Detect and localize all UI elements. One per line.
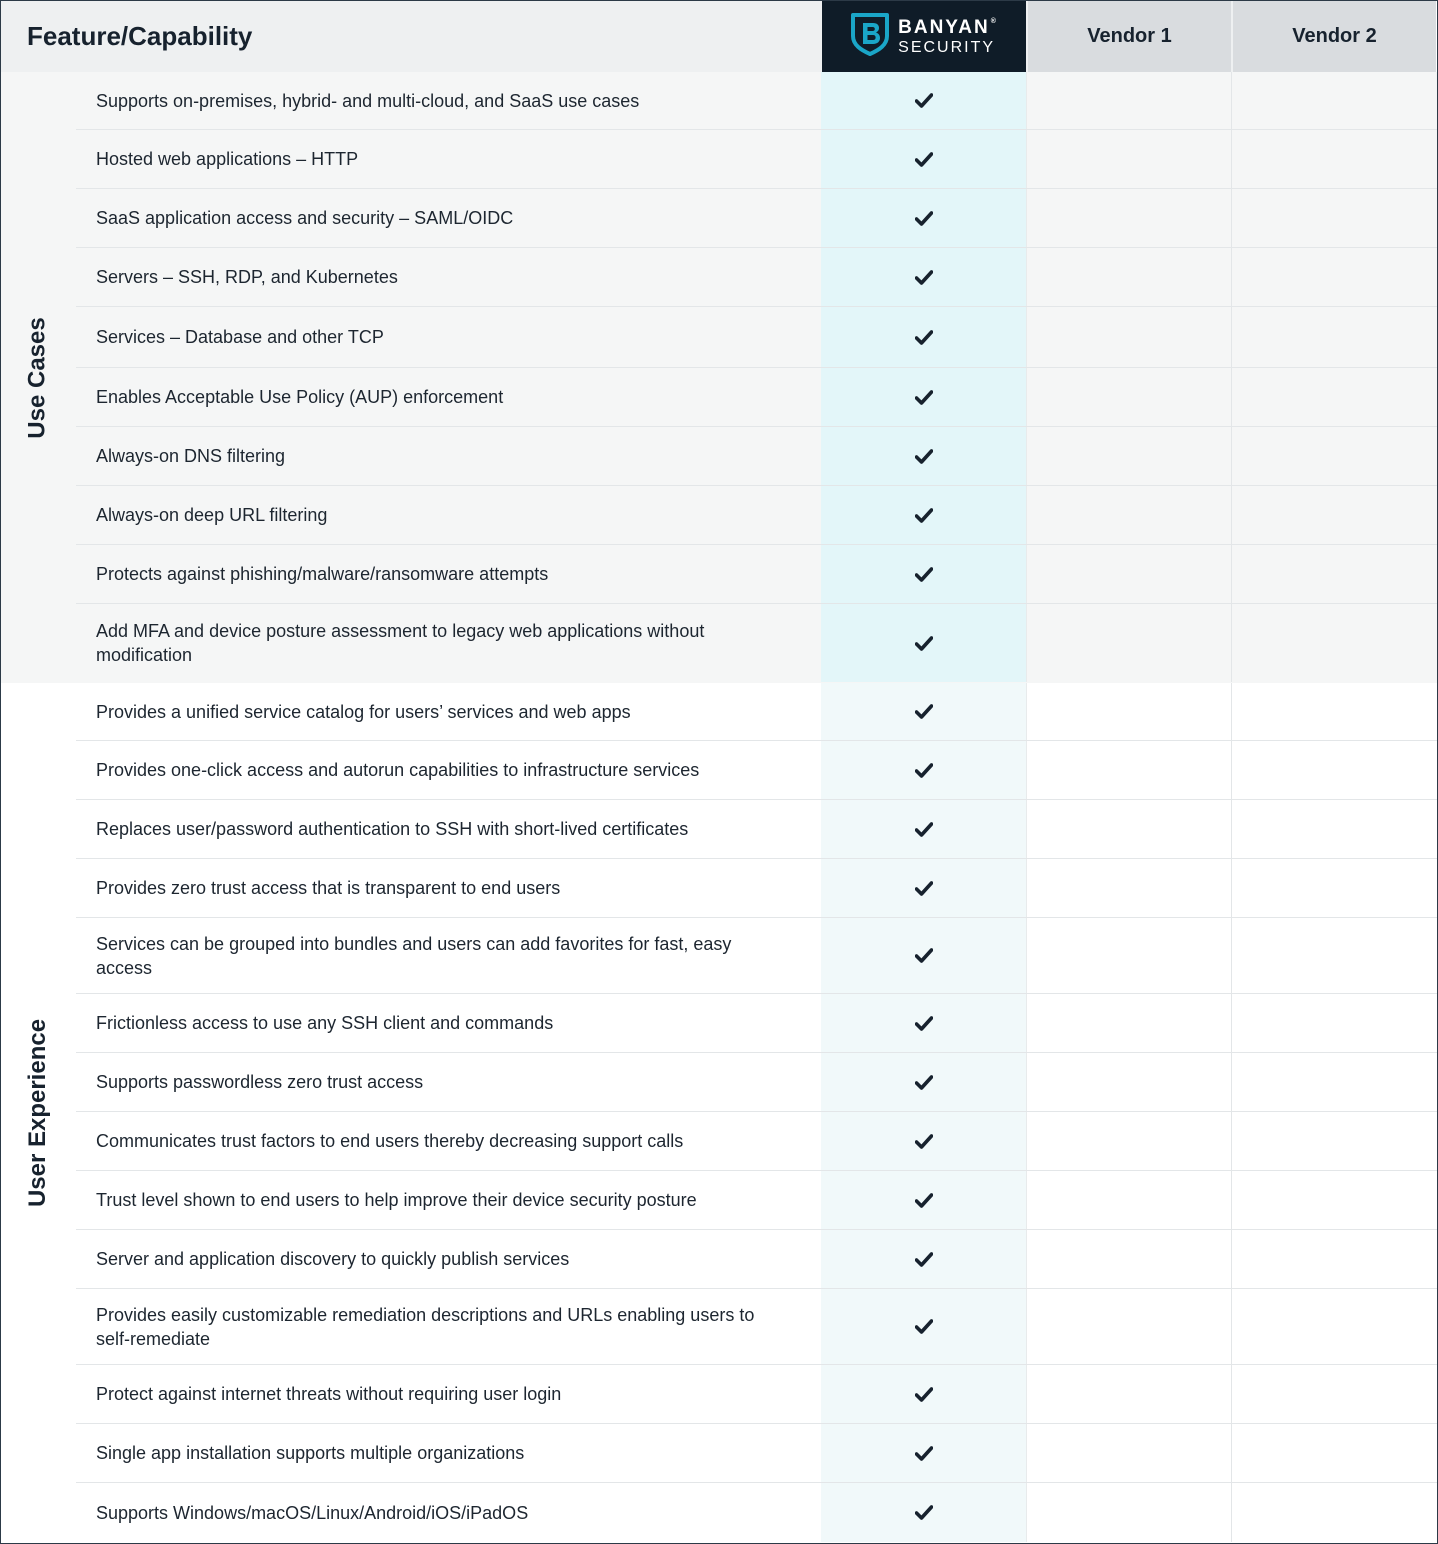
table-row [76,1424,1437,1483]
banyan-cell [821,1424,1026,1482]
banyan-cell [821,1365,1026,1423]
feature-cell: Servers – SSH, RDP, and Kubernetes [96,267,398,287]
table-row [76,1365,1437,1424]
vendor2-cell [1231,130,1436,188]
table-row [76,604,1437,682]
checkmark-icon [915,1134,933,1149]
vendor1-cell [1026,368,1231,426]
feature-cell: Single app installation supports multiple organizations [96,1443,525,1463]
table-row [76,1171,1437,1230]
vendor1-cell [1026,800,1231,858]
checkmark-icon [915,881,933,896]
vendor1-cell [1026,545,1231,603]
feature-cell: Server and application discovery to quickly publish services [96,1249,570,1269]
banyan-cell [821,1230,1026,1288]
feature-cell: Trust level shown to end users to help improve their device security posture [96,1190,697,1210]
checkmark-icon [915,948,933,963]
banyan-cell [821,545,1026,603]
vendor2-cell [1231,368,1436,426]
feature-cell: Add MFA and device posture assessment to legacy web applications without modification [96,621,705,665]
feature-cell: Supports Windows/macOS/Linux/Android/iOS/iPadOS [96,1502,529,1523]
banyan-cell [821,248,1026,306]
feature-cell: Hosted web applications – HTTP [96,149,359,169]
banyan-cell [821,368,1026,426]
vendor2-cell [1231,1112,1436,1170]
vendor1-cell [1026,604,1231,682]
vendor1-cell [1026,683,1231,740]
vendor2-cell [1231,189,1436,247]
vendor1-cell [1026,427,1231,485]
feature-cell: Frictionless access to use any SSH client and commands [96,1013,554,1033]
banyan-cell [821,994,1026,1052]
table-row [76,994,1437,1053]
banyan-cell [821,918,1026,993]
section-rows [76,72,1437,682]
banyan-cell [821,427,1026,485]
vendor1-cell [1026,1424,1231,1482]
feature-column-header: Feature/Capability [1,1,822,72]
table-row [76,307,1437,368]
checkmark-icon [915,152,933,167]
checkmark-icon [915,1193,933,1208]
vendor1-cell [1026,72,1231,129]
vendor2-cell [1231,800,1436,858]
feature-cell: Replaces user/password authentication to SSH with short-lived certificates [96,819,689,839]
checkmark-icon [915,704,933,719]
vendor2-cell [1231,994,1436,1052]
table-row [76,859,1437,918]
banyan-cell [821,1289,1026,1364]
vendor2-cell [1231,1230,1436,1288]
banyan-cell [821,683,1026,740]
vendor1-cell [1026,859,1231,917]
checkmark-icon [915,93,933,108]
checkmark-icon [915,822,933,837]
feature-cell: Communicates trust factors to end users thereby decreasing support calls [96,1131,684,1151]
section-use-cases [1,72,1437,683]
table-row [76,545,1437,604]
feature-cell: SaaS application access and security – SAML/OIDC [96,208,514,228]
feature-cell: Enables Acceptable Use Policy (AUP) enforcement [96,387,504,407]
vendor2-cell [1231,72,1436,129]
checkmark-icon [915,1505,933,1520]
section-label: User Experience [24,1018,52,1208]
checkmark-icon [915,449,933,464]
checkmark-icon [915,1387,933,1402]
banyan-logo [850,12,998,61]
vendor2-cell [1231,918,1436,993]
vendor1-cell [1026,189,1231,247]
vendor2-cell [1231,1171,1436,1229]
vendor1-cell [1026,994,1231,1052]
vendor2-cell [1231,741,1436,799]
checkmark-icon [915,763,933,778]
vendor1-cell [1026,741,1231,799]
table-row [76,248,1437,307]
checkmark-icon [915,330,933,345]
feature-cell: Services can be grouped into bundles and users can add favorites for fast, easy access [96,933,732,978]
vendor1-cell [1026,1289,1231,1364]
table-row [76,683,1437,741]
vendor2-cell [1231,545,1436,603]
logo-name: BANYAN [898,16,990,38]
table-row [76,1053,1437,1112]
vendor1-column-header: Vendor 1 [1026,1,1231,72]
feature-cell: Supports passwordless zero trust access [96,1072,424,1092]
section-user-experience [1,683,1437,1543]
feature-cell: Provides easily customizable remediation descriptions and URLs enabling users to self-remediate [96,1304,755,1349]
banyan-cell [821,1053,1026,1111]
banyan-column-header [822,1,1026,72]
banyan-cell [821,307,1026,367]
vendor1-cell [1026,1230,1231,1288]
vendor1-cell [1026,918,1231,993]
banyan-cell [821,741,1026,799]
checkmark-icon [915,270,933,285]
table-row [76,130,1437,189]
vendor2-cell [1231,1365,1436,1423]
vendor1-cell [1026,1112,1231,1170]
table-row [76,1230,1437,1289]
vendor1-cell [1026,1483,1231,1542]
logo-subtitle: SECURITY [898,38,996,56]
checkmark-icon [915,1319,933,1334]
banyan-shield-b-icon [850,12,890,61]
vendor2-cell [1231,427,1436,485]
checkmark-icon [915,1075,933,1090]
banyan-cell [821,486,1026,544]
vendor1-cell [1026,1171,1231,1229]
vendor2-cell [1231,248,1436,306]
banyan-cell [821,130,1026,188]
checkmark-icon [915,567,933,582]
feature-cell: Always-on deep URL filtering [96,505,328,525]
banyan-cell [821,1483,1026,1542]
vendor2-cell [1231,859,1436,917]
table-row [76,1289,1437,1365]
vendor2-cell [1231,1424,1436,1482]
feature-cell: Provides zero trust access that is transparent to end users [96,878,561,898]
table-row [76,741,1437,800]
vendor2-cell [1231,486,1436,544]
checkmark-icon [915,211,933,226]
vendor1-cell [1026,486,1231,544]
banyan-cell [821,800,1026,858]
feature-cell: Always-on DNS filtering [96,446,286,466]
table-row [76,800,1437,859]
vendor1-cell [1026,307,1231,367]
vendor2-cell [1231,1053,1436,1111]
header-row [1,1,1437,72]
banyan-cell [821,1171,1026,1229]
feature-cell: Protect against internet threats without requiring user login [96,1384,562,1404]
table-row [76,368,1437,427]
vendor2-cell [1231,307,1436,367]
table-row [76,1483,1437,1542]
vendor1-cell [1026,130,1231,188]
vendor2-cell [1231,1483,1436,1542]
vendor1-cell [1026,1365,1231,1423]
logo-registered-mark: ® [990,17,998,25]
vendor2-cell [1231,604,1436,682]
table-row [76,427,1437,486]
table-row [76,1112,1437,1171]
checkmark-icon [915,1016,933,1031]
vendor1-cell [1026,1053,1231,1111]
checkmark-icon [915,390,933,405]
table-row [76,918,1437,994]
checkmark-icon [915,636,933,651]
table-row [76,486,1437,545]
table-row [76,189,1437,248]
checkmark-icon [915,1446,933,1461]
banyan-cell [821,72,1026,129]
banyan-cell [821,1112,1026,1170]
checkmark-icon [915,1252,933,1267]
feature-cell: Provides a unified service catalog for users’ services and web apps [96,701,631,722]
feature-cell: Provides one-click access and autorun capabilities to infrastructure services [96,760,700,780]
vendor1-cell [1026,248,1231,306]
vendor2-cell [1231,1289,1436,1364]
feature-cell: Protects against phishing/malware/ransomware attempts [96,564,549,584]
table-row [76,72,1437,130]
banyan-cell [821,604,1026,682]
section-rows [76,683,1437,1542]
checkmark-icon [915,508,933,523]
feature-cell: Services – Database and other TCP [96,327,384,347]
vendor2-cell [1231,683,1436,740]
banyan-cell [821,189,1026,247]
section-label: Use Cases [24,316,52,439]
feature-cell: Supports on-premises, hybrid- and multi-cloud, and SaaS use cases [96,90,640,111]
banyan-cell [821,859,1026,917]
vendor2-column-header: Vendor 2 [1231,1,1436,72]
